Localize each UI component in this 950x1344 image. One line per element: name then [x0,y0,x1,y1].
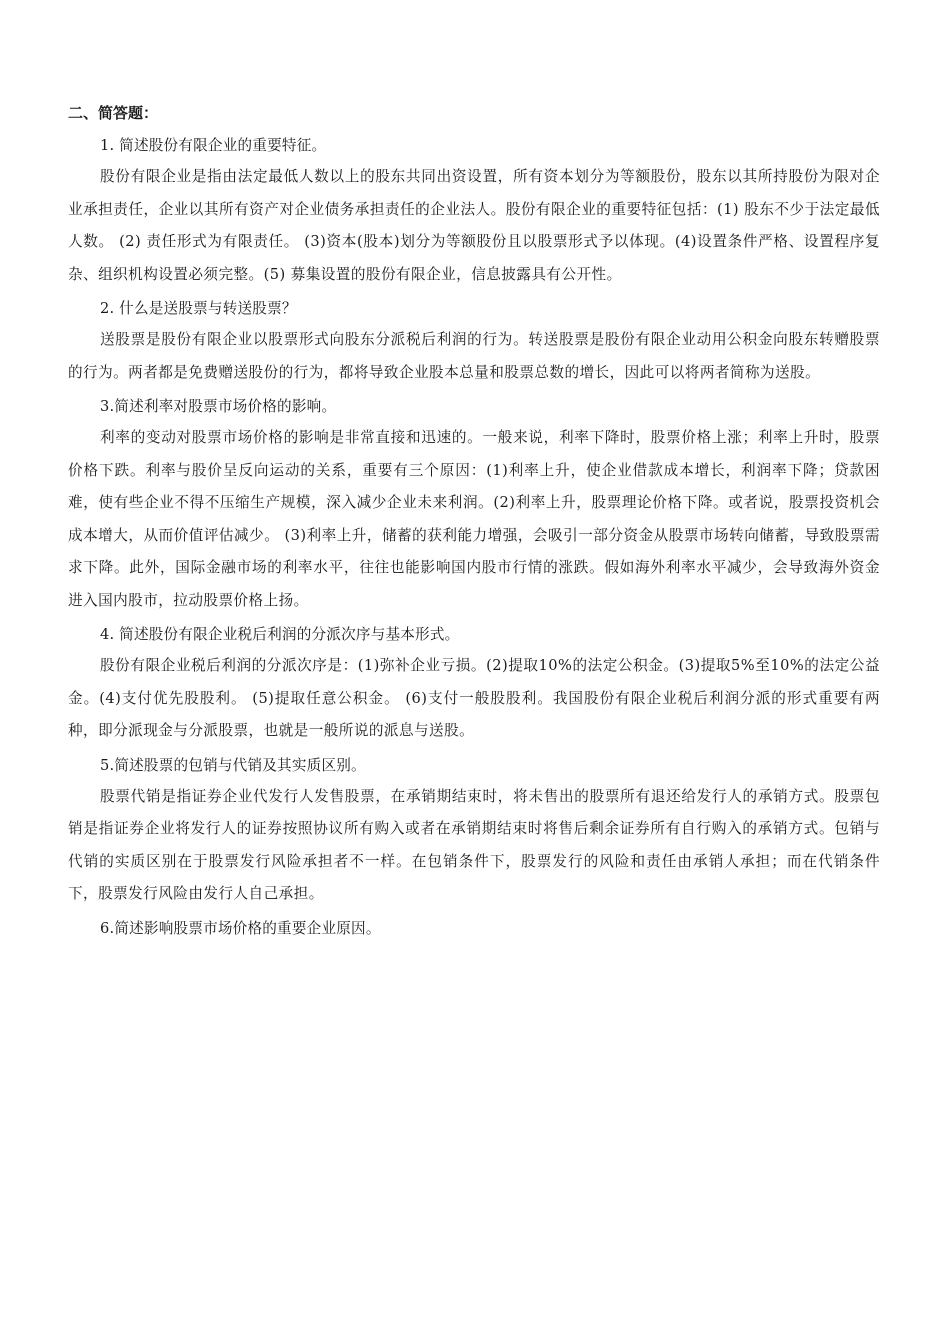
section-heading: 二、简答题： [68,104,159,122]
answer-5: 股票代销是指证券企业代发行人发售股票，在承销期结束时，将未售出的股票所有退还给发行人的承销方式。股票包销是指证券企业将发行人的证券按照协议所有购入或者在承销期结束时将售后剩余证券所有自行购入的承销方式。包销与代销的实质区别在于股票发行风险承担者不一样。在包销条件下，股票发行的风险和责任由承销人承担；而在代销条件下，股票发行风险由发行人自己承担。 [68,787,880,902]
question-5: 5.简述股票的包销与代销及其实质区别。 [100,756,366,774]
answer-3: 利率的变动对股票市场价格的影响是非常直接和迅速的。一般来说，利率下降时，股票价格上涨；利率上升时，股票价格下跌。利率与股价呈反向运动的关系，重要有三个原因：(1)利率上升，使企业借款成本增长，利润率下降；贷款困难，使有些企业不得不压缩生产规模，深入减少企业未来利润。(2)利率上升，股票理论价格下降。或者说，股票投资机会成本增大，从而价值评估减少。 (3)利率上升，储蓄的获利能力增强，会吸引一部分资金从股票市场转向储蓄，导致股票需求下降。此外，国际金融市场的利率水平，往往也能影响国内股市行情的涨跌。假如海外利率水平减少，会导致海外资金进入国内股市，拉动股票价格上扬。 [68,429,880,609]
question-4: 4. 简述股份有限企业税后利润的分派次序与基本形式。 [100,626,460,643]
question-1: 1. 简述股份有限企业的重要特征。 [100,137,327,154]
answer-4: 股份有限企业税后利润的分派次序是：(1)弥补企业亏损。(2)提取10%的法定公积金。(3)提取5%至10%的法定公益金。(4)支付优先股股利。 (5)提取任意公积金。 (6)支付一般股股利。我国股份有限企业税后利润分派的形式重要有两种，即分派现金与分派股票，也就是一般所说的派息与送股。 [68,657,880,739]
answer-2: 送股票是股份有限企业以股票形式向股东分派税后利润的行为。转送股票是股份有限企业动用公积金向股东转赠股票的行为。两者都是免费赠送股份的行为，都将导致企业股本总量和股票总数的增长，因此可以将两者简称为送股。 [68,331,880,381]
document-body [68,98,880,944]
answer-1: 股份有限企业是指由法定最低人数以上的股东共同出资设置，所有资本划分为等额股份，股东以其所持股份为限对企业承担责任，企业以其所有资产对企业债务承担责任的企业法人。股份有限企业的重要特征包括：(1) 股东不少于法定最低人数。 (2) 责任形式为有限责任。 (3)资本(股本)划分为等额股份且以股票形式予以体现。(4)设置条件严格、设置程序复杂、组织机构设置必须完整。(5) 募集设置的股份有限企业，信息披露具有公开性。 [68,168,880,283]
question-6: 6.简述影响股票市场价格的重要企业原因。 [100,919,381,937]
question-2: 2. 什么是送股票与转送股票？ [100,300,297,317]
question-3: 3.简述利率对股票市场价格的影响。 [100,398,337,415]
